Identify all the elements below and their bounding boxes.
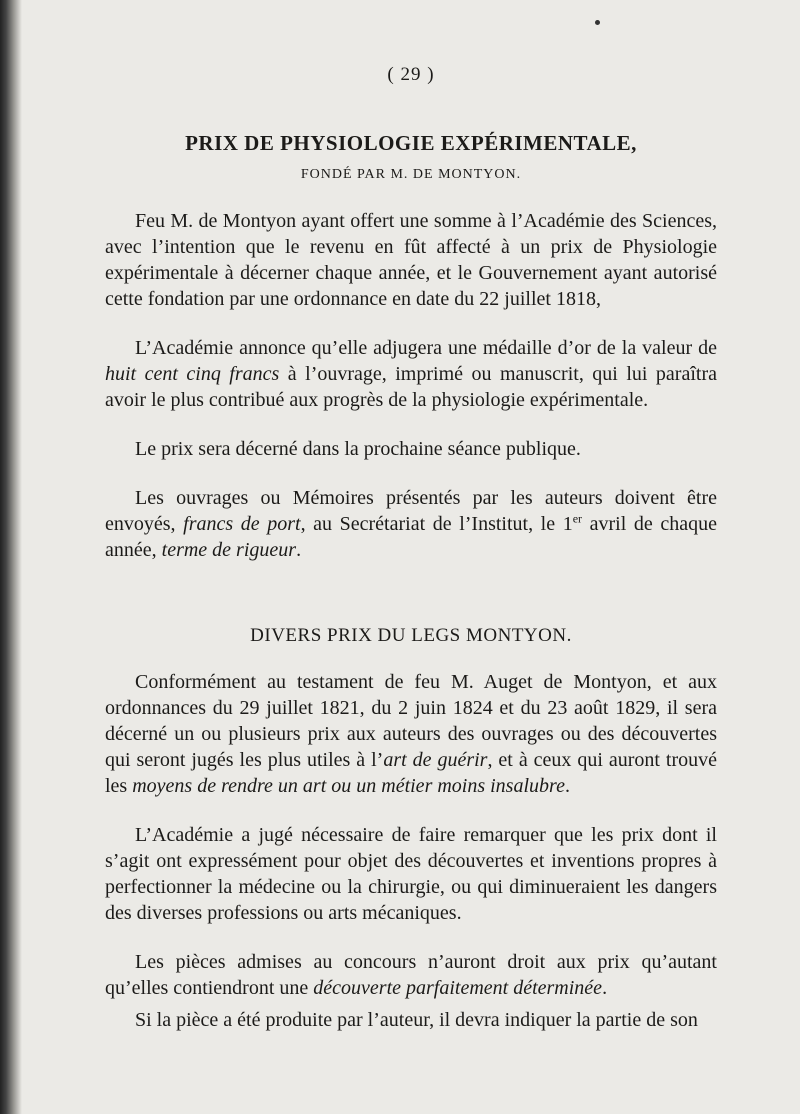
paragraph-envoi (105, 485, 717, 563)
italic-run: moyens de rendre un art ou un métier moins insalubre (132, 775, 565, 797)
text-run: Les ouvrages ou Mémoires présentés par les auteurs doivent être envoyés, (105, 487, 717, 535)
italic-run: terme de rigueur (161, 539, 297, 561)
paragraph-testament (105, 669, 717, 799)
text-run: avril de chaque année, (105, 513, 717, 561)
italic-run: francs de port (183, 513, 301, 535)
text-run: Les pièces admises au concours n’auront droit aux prix qu’autant qu’elles contiendront une (105, 951, 717, 999)
paragraph-pieces-admises (105, 949, 717, 1001)
text-run: . (564, 775, 570, 797)
text-run: L’Académie annonce qu’elle adjugera une médaille d’or de la valeur de (135, 337, 717, 359)
italic-run: huit cent cinq francs (105, 363, 280, 385)
paragraph-fondation: Feu M. de Montyon ayant offert une somme à l’Académie des Sciences, avec l’intention que le revenu en fût affecté à un prix de Physiologie expérimentale à décerner chaque année, et le Gouvernement ayant autorisé cette fondation par une ordonnance en date du 22 juillet 1818, (105, 210, 717, 310)
ink-speck (595, 20, 600, 25)
section-subtitle-montyon: FONDÉ PAR M. DE MONTYON. (300, 167, 522, 182)
page-content (105, 62, 717, 1056)
section-title-physiologie: PRIX DE PHYSIOLOGIE EXPÉRIMENTALE, (185, 131, 637, 155)
paragraph-medaille (105, 335, 717, 413)
section-title-legs-montyon: DIVERS PRIX DU LEGS MONTYON. (250, 625, 572, 646)
text-run: Conformément au testament de feu M. Auget de Montyon, et aux ordonnances du 29 juillet 1821, du 2 juin 1824 et du 23 août 1829, il sera décerné un ou plusieurs prix aux auteurs des ouvrages ou des découvertes qui seront jugés les plus utiles à l’ (105, 671, 717, 771)
paragraph-objet-des-prix: L’Académie a jugé nécessaire de faire remarquer que les prix dont il s’agit ont expressément pour objet des découvertes et inventions propres à perfectionner la médecine ou la chirurgie, ou qui diminueraient les dangers des diverses professions ou arts mécaniques. (105, 824, 717, 924)
superscript: er (572, 511, 583, 526)
text-run: , au Secrétariat de l’Institut, le 1 (300, 513, 573, 535)
italic-run: découverte parfaitement déterminée (313, 977, 603, 999)
text-run: , et à ceux qui auront trouvé les (105, 749, 718, 797)
page-number: ( 29 ) (387, 64, 435, 85)
paragraph-seance: Le prix sera décerné dans la prochaine séance publique. (135, 438, 581, 460)
text-run: à l’ouvrage, imprimé ou manuscrit, qui lui paraîtra avoir le plus contribué aux progrès de la physiologie expérimentale. (105, 363, 717, 411)
page-binding-edge (0, 0, 22, 1114)
paragraph-piece-produite: Si la pièce a été produite par l’auteur, il devra indiquer la partie de son (135, 1009, 698, 1031)
text-run: . (296, 539, 302, 561)
text-run: . (602, 977, 608, 999)
italic-run: art de guérir (383, 749, 488, 771)
